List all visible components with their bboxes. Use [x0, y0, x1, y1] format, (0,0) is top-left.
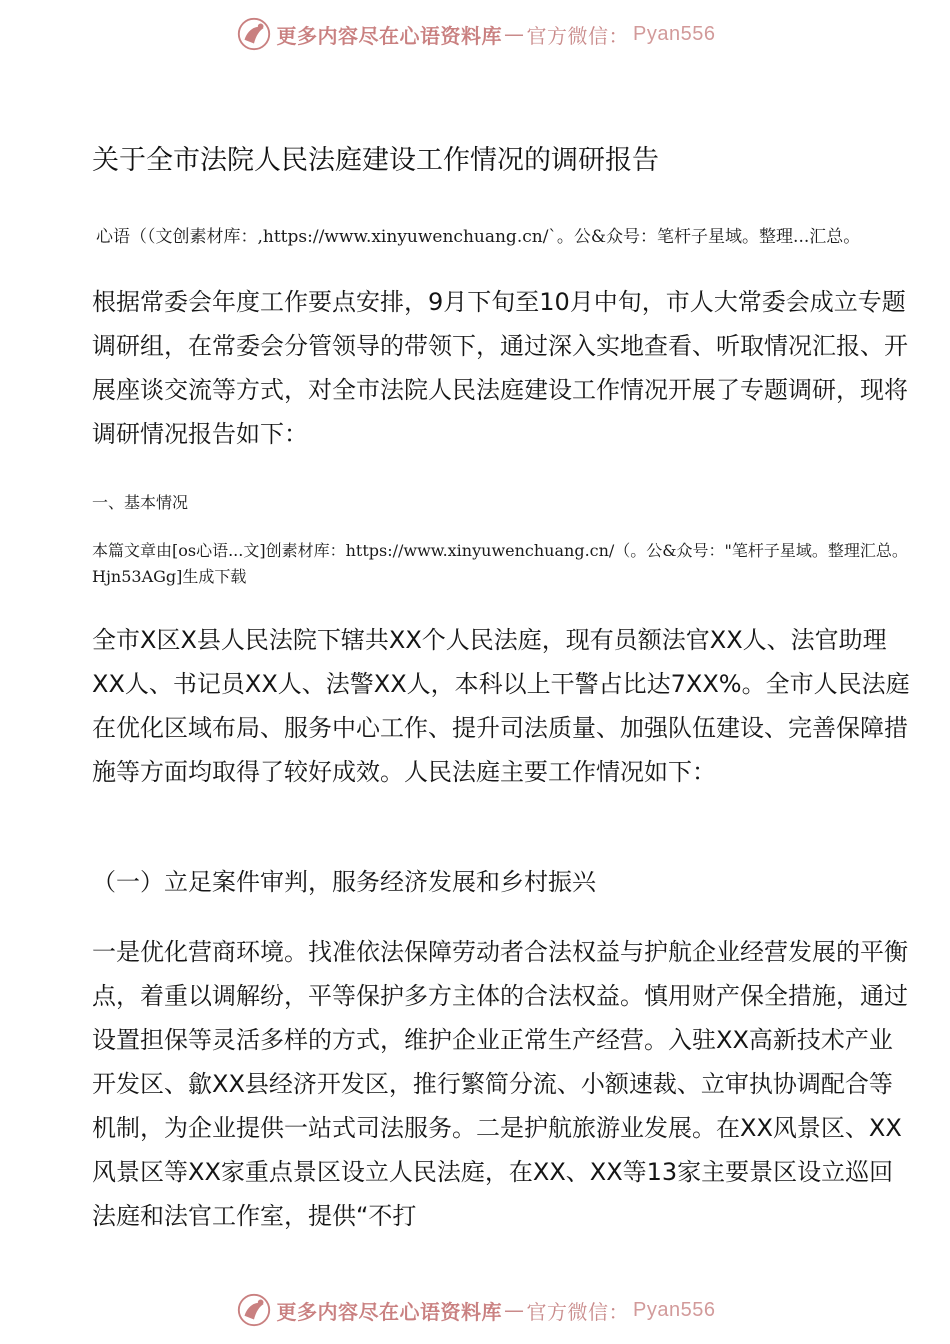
- banner-wechat-id: Pyan556: [633, 1298, 716, 1321]
- banner-official-label: 官方微信：: [526, 1299, 630, 1324]
- banner-dash: —: [504, 1298, 525, 1322]
- subheading-case-trial: （一）立足案件审判，服务经济发展和乡村振兴: [92, 868, 596, 896]
- banner-wechat-id: Pyan556: [633, 22, 716, 45]
- xinyu-logo-icon: [235, 1291, 273, 1329]
- banner-dash: —: [504, 22, 525, 46]
- footer-watermark-banner: [0, 1290, 950, 1330]
- download-notice: 本篇文章由[os心语...文]创素材库：https://www.xinyuwenchuang.cn/（。公&众号："笔杆子星域。整理汇总。Hjn53AGg]生成下载: [92, 541, 908, 586]
- intro-paragraph: 根据常委会年度工作要点安排，9月下旬至10月中旬，市人大常委会成立专题调研组，在常委会分管领导的带领下，通过深入实地查看、听取情况汇报、开展座谈交流等方式，对全市法院人民法庭建设工作情况开展了专题调研，现将调研情况报告如下：: [92, 288, 908, 448]
- source-line: 心语（（文创素材库：,https://www.xinyuwenchuang.cn/`。公&众号：笔杆子星域。整理...汇总。: [96, 227, 861, 247]
- document-title-block: [92, 140, 910, 182]
- body-paragraph-1: 一是优化营商环境。找准依法保障劳动者合法权益与护航企业经营发展的平衡点，着重以调解纷，平等保护多方主体的合法权益。慎用财产保全措施，通过设置担保等灵活多样的方式，维护企业正常生产经营。入驻XX高新技术产业开发区、歙XX县经济开发区，推行繁简分流、小额速裁、立审执协调配合等机制，为企业提供一站式司法服务。二是护航旅游业发展。在XX风景区、XX风景区等XX家重点景区设立人民法庭，在XX、XX等13家主要景区设立巡回法庭和法官工作室，提供“不打: [92, 938, 908, 1230]
- basic-info-paragraph: 全市X区X县人民法院下辖共XX个人民法庭，现有员额法官XX人、法官助理XX人、书记员XX人、法警XX人，本科以上干警占比达7XX%。全市人民法庭在优化区域布局、服务中心工作、提升司法质量、加强队伍建设、完善保障措施等方面均取得了较好成效。人民法庭主要工作情况如下：: [92, 626, 910, 786]
- section-heading-basic: 一、基本情况: [92, 493, 189, 512]
- banner-official-label: 官方微信：: [526, 23, 630, 48]
- header-watermark-banner: [0, 14, 950, 54]
- banner-brand-text: 更多内容尽在心语资料库: [276, 23, 503, 48]
- document-title: 关于全市法院人民法庭建设工作情况的调研报告: [92, 145, 659, 176]
- xinyu-logo-icon: [235, 15, 273, 53]
- banner-brand-text: 更多内容尽在心语资料库: [276, 1299, 503, 1324]
